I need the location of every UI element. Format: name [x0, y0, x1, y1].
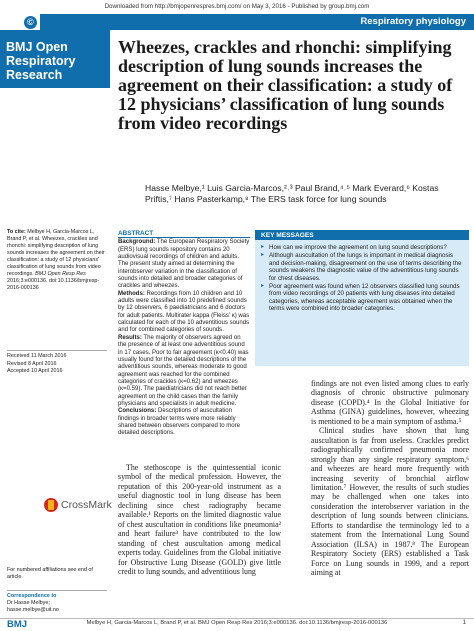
cite-label: To cite: — [7, 229, 26, 235]
abstract-conclusions — [118, 408, 250, 437]
key-message-item: ▸ How can we improve the agreement on lung sound descriptions? — [261, 244, 465, 251]
author-list: Hasse Melbye,¹ Luis Garcia-Marcos,²˒³ Paul Brand,⁴˒⁵ Mark Everard,⁶ Kostas Priftis,⁷ Hans Pasterkamp,⁸ The ERS task force for lung sounds — [145, 183, 439, 204]
conclusions-text: Descriptions of auscultation findings in broader terms were more reliably shared between observers compared to more detailed descriptions. — [118, 408, 241, 437]
download-line: Downloaded from http://bmjopenrespres.bmj.com/ on May 3, 2016 - Published by group.bmj.com — [104, 3, 370, 10]
header-bar-fill — [40, 14, 474, 30]
intro-paragraph: The stethoscope is the quintessential iconic symbol of the medical profession. However, the reputation of this 200-year-old instrument as a useful diagnostic tool in lung disease has been declining since chest radiography became available.¹ Reports on the limited diagnostic value of chest auscultation in conditions like pneumonia² and heart failure³ have contributed to the low standing of chest auscultation among medical experts today. Guidelines from the Global initiative for Obstructive Lung Disease (GOLD) give little credit to lung sounds, and adventitious lung — [118, 463, 281, 576]
section-label: Respiratory physiology — [360, 16, 466, 27]
abstract-heading: ABSTRACT — [118, 230, 250, 238]
crossmark-button[interactable] — [44, 498, 124, 512]
key-messages-header — [255, 230, 469, 240]
results-label: Results: — [118, 334, 142, 341]
key-message-item: ▸ Although auscultation of the lungs is important in medical diagnosis and decision-making, disagreement on the use of terms describing the sounds weakens the diagnostic value of the adventitious lung sounds for chest diseases. — [261, 252, 465, 282]
abstract-results — [118, 335, 250, 408]
intro-paragraph: Clinical studies have shown that lung auscultation is far from useless. Crackles predict radiographically confirmed pneumonia more strongly than any single respiratory symptom,⁶ and wheezes are heard more frequently with increasing severity of bronchial airflow limitation.⁷ However, the results of such studies may be challenged when one takes into consideration the interobserver variation in the description of lung sounds between clinicians. Efforts to standardise the terminology led to a statement from the International Lung Sound Association (ILSA) in 1987.⁸ The European Respiratory Society (ERS) established a Task Force on Lung sounds in 1999, and a report aiming at — [311, 426, 469, 578]
date-revised: Revised 8 April 2016 — [7, 360, 57, 367]
correspondence-email[interactable]: hasse.melbye@uit.no — [7, 607, 59, 613]
date-accepted: Accepted 10 April 2016 — [7, 368, 63, 374]
date-received: Received 11 March 2016 — [7, 353, 67, 359]
key-messages-heading: KEY MESSAGES — [261, 231, 314, 239]
page-number: 1 — [462, 620, 466, 626]
article-dates — [7, 350, 107, 376]
footer-divider — [0, 618, 474, 619]
cite-journal: BMJ Open Resp Res — [35, 271, 86, 277]
footer-citation: Melbye H, Garcia-Marcos L, Brand P, et al. BMJ Open Resp Res 2016;3:e000136. doi:10.1136/bmjresp-2016-000136 — [86, 620, 388, 626]
open-access-icon: © — [24, 16, 37, 29]
intro-column-1 — [118, 463, 281, 576]
background-text: The European Respiratory Society (ERS) lung sounds repository contains 20 audiovisual recordings of children and adults. The present study aimed at determining the interobserver variation in the classification of sounds into detailed and broader categories of crackles and wheezes. — [118, 239, 250, 290]
methods-text: Recordings from 10 children and 10 adults were classified into 10 predefined sounds by 12 observers, 6 paediatricians and 6 doctors for adult patients. Multirater kappa (Fleiss’ κ) was calculated for each of the 10 adventitious sounds and for combined categories of sounds. — [118, 290, 250, 334]
citation-box — [7, 229, 107, 292]
crossmark-label: CrossMark — [61, 499, 112, 511]
abstract — [118, 230, 250, 438]
affiliations-note: For numbered affiliations see end of article. — [7, 567, 93, 580]
journal-brand-text: BMJ Open Respiratory Research — [6, 40, 76, 82]
cite-ref[interactable]: 2016;3:e000136. doi:10.1136/bmjresp-2016-000136 — [7, 278, 100, 291]
bmj-logo: BMJ — [7, 619, 28, 630]
article-title: Wheezes, crackles and rhonchi: simplifying description of lung sounds increases the agreement on their classification: a study of 12 physicians’ classification of lung sounds from video recordings — [118, 37, 453, 133]
journal-brand — [0, 30, 110, 88]
conclusions-label: Conclusions: — [118, 408, 157, 415]
correspondence-box — [7, 590, 107, 614]
crossmark-icon — [44, 498, 58, 512]
abstract-methods — [118, 291, 250, 335]
results-text: The majority of observers agreed on the presence of at least one adventitious sound in 17 cases. Poor to fair agreement (κ<0.40) was usually found for the detailed descriptions of the adventitious sounds, whereas moderate to good agreement was reached for the combined categories of crackles (κ=0.62) and wheezes (κ=0.59). The paediatricians did not reach better agreement on the child cases than the family physicians and specialists in adult medicine. — [118, 334, 249, 407]
background-label: Background: — [118, 239, 156, 246]
intro-paragraph: findings are not even listed among clues to early diagnosis of chronic obstructive pulmonary disease (COPD).⁴ In the Global Initiative for Asthma (GINA) guidelines, however, wheezing is mentioned to be a main symptom of asthma.⁵ — [311, 379, 469, 426]
intro-column-2 — [311, 379, 469, 578]
abstract-background — [118, 239, 250, 290]
key-messages-list — [261, 244, 465, 314]
key-messages-box — [255, 230, 469, 366]
correspondence-heading: Correspondence to — [7, 590, 107, 600]
key-message-item: ▸ Poor agreement was found when 12 observers classified lung sounds from video recordings of 20 patients with lung diseases into detailed categories, whereas acceptable agreement was obtained when the terms were combined into broader categories. — [261, 283, 465, 313]
correspondence-name: Dr Hasse Melbye; — [7, 600, 50, 606]
cite-text: Melbye H, Garcia-Marcos L, Brand P, et al. Wheezes, crackles and rhonchi: simplifying description of lung sounds increases the agreement on their classification: a study of 12 physicians’ classification of lung sounds from video recordings. — [7, 229, 105, 277]
header-bar — [0, 14, 474, 30]
methods-label: Methods: — [118, 290, 145, 297]
